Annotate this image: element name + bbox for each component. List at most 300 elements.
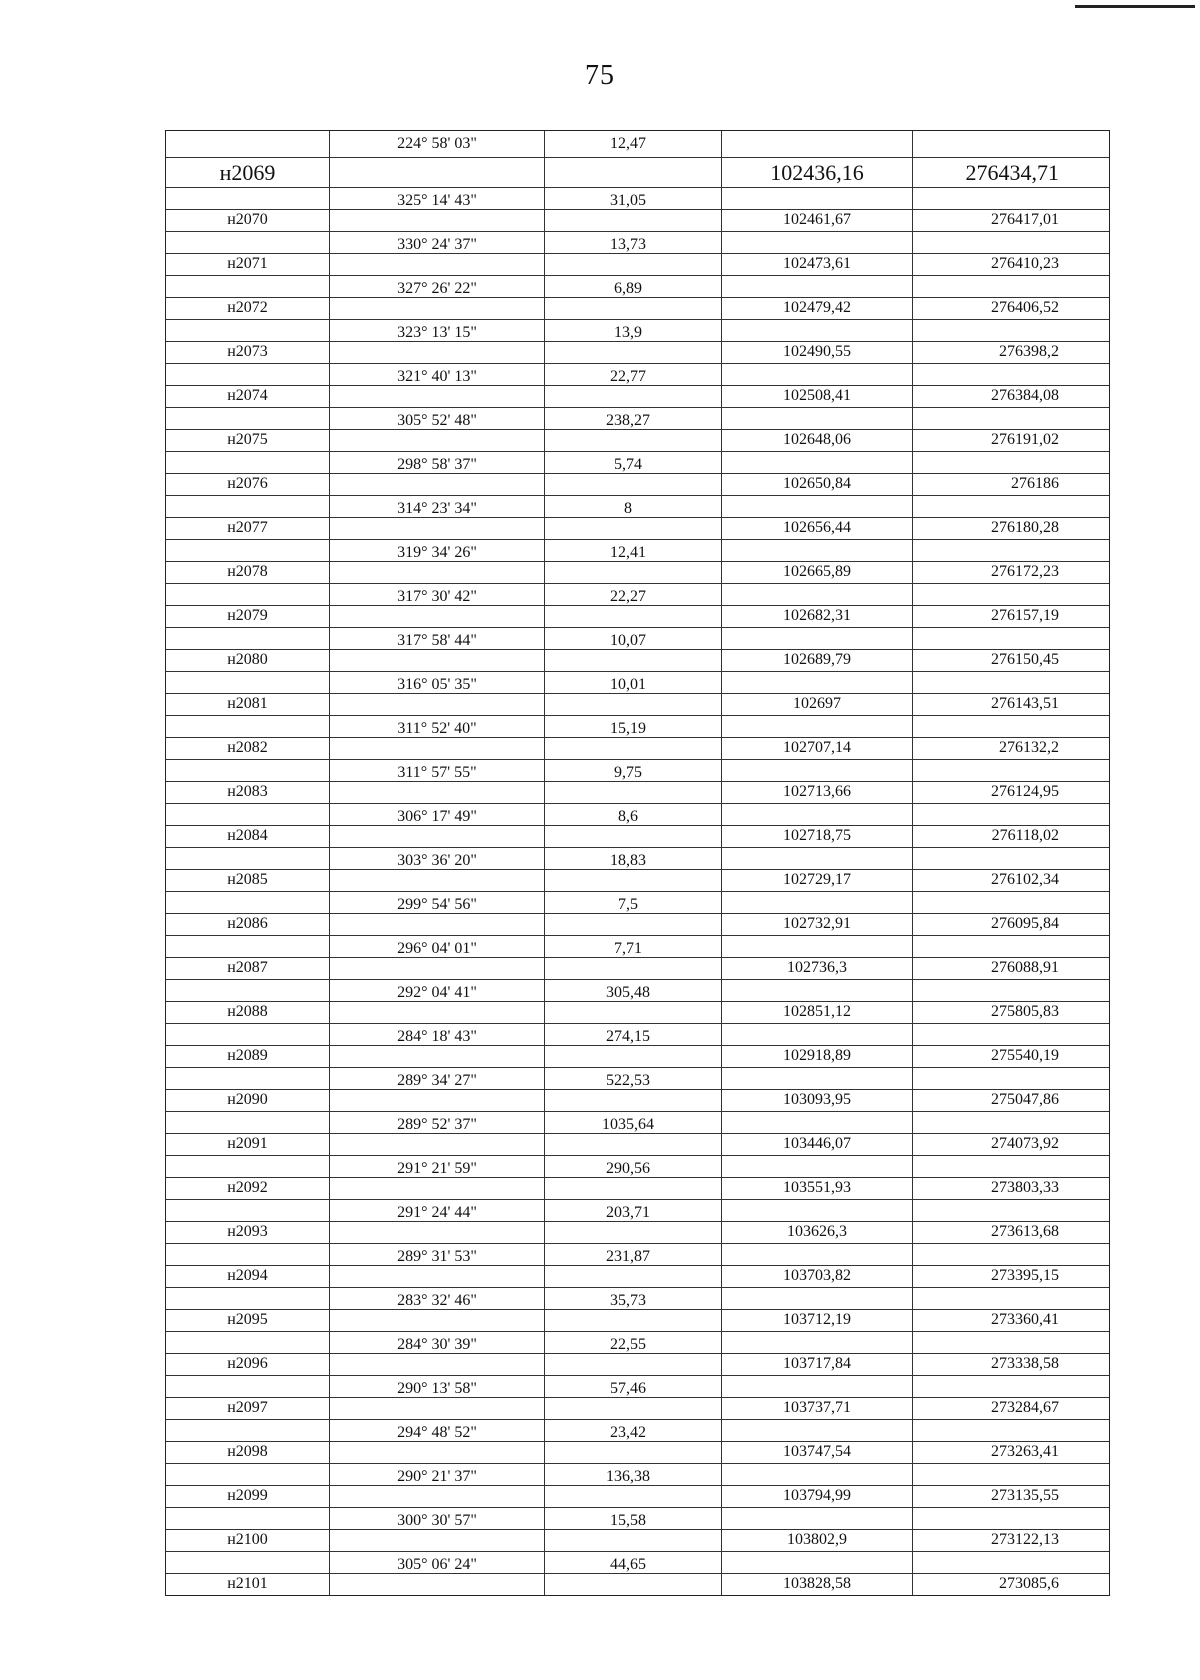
y-cell: 276398,2 bbox=[912, 342, 1109, 363]
y-cell bbox=[912, 1112, 1109, 1133]
length-cell: 44,65 bbox=[544, 1552, 721, 1573]
point-name-cell: н2080 bbox=[227, 651, 268, 668]
angle-cell: 290° 21' 37" bbox=[329, 1464, 544, 1485]
angle-cell: 330° 24' 37" bbox=[329, 232, 544, 253]
angle-cell bbox=[329, 1574, 544, 1595]
x-cell bbox=[721, 276, 912, 297]
point-row bbox=[166, 825, 1109, 847]
length-cell bbox=[544, 1574, 721, 1595]
length-cell: 203,71 bbox=[544, 1200, 721, 1221]
x-cell: 103747,54 bbox=[721, 1442, 912, 1463]
x-cell: 103446,07 bbox=[721, 1134, 912, 1155]
y-cell bbox=[912, 1332, 1109, 1353]
angle-cell bbox=[329, 562, 544, 583]
segment-row bbox=[166, 1507, 1109, 1529]
point-name-cell bbox=[166, 1200, 329, 1221]
x-cell bbox=[721, 1288, 912, 1309]
x-cell: 102729,17 bbox=[721, 870, 912, 891]
x-cell: 102648,06 bbox=[721, 430, 912, 451]
length-cell bbox=[544, 1486, 721, 1507]
point-name-cell: н2092 bbox=[227, 1179, 268, 1196]
y-cell: 273085,6 bbox=[912, 1574, 1109, 1595]
point-row bbox=[166, 1045, 1109, 1067]
length-cell: 22,27 bbox=[544, 584, 721, 605]
length-cell bbox=[544, 606, 721, 627]
segment-row bbox=[166, 1287, 1109, 1309]
x-cell: 102479,42 bbox=[721, 298, 912, 319]
point-name-cell bbox=[166, 540, 329, 561]
y-cell: 273263,41 bbox=[912, 1442, 1109, 1463]
length-cell bbox=[544, 158, 721, 187]
x-cell bbox=[721, 452, 912, 473]
length-cell: 522,53 bbox=[544, 1068, 721, 1089]
angle-cell: 289° 34' 27" bbox=[329, 1068, 544, 1089]
point-row bbox=[166, 1001, 1109, 1023]
y-cell: 275540,19 bbox=[912, 1046, 1109, 1067]
y-cell: 276150,45 bbox=[912, 650, 1109, 671]
y-cell bbox=[912, 1464, 1109, 1485]
point-name-cell: н2086 bbox=[227, 915, 268, 932]
angle-cell: 292° 04' 41" bbox=[329, 980, 544, 1001]
angle-cell: 284° 30' 39" bbox=[329, 1332, 544, 1353]
x-cell: 102682,31 bbox=[721, 606, 912, 627]
segment-row bbox=[166, 187, 1109, 209]
point-name-cell bbox=[166, 452, 329, 473]
y-cell bbox=[912, 1288, 1109, 1309]
point-name-cell: н2097 bbox=[227, 1399, 268, 1416]
x-cell: 102508,41 bbox=[721, 386, 912, 407]
point-name-cell: н2073 bbox=[227, 343, 268, 360]
point-row bbox=[166, 781, 1109, 803]
segment-row bbox=[166, 847, 1109, 869]
y-cell: 276180,28 bbox=[912, 518, 1109, 539]
segment-row bbox=[166, 1067, 1109, 1089]
point-name-cell bbox=[166, 936, 329, 957]
y-cell bbox=[912, 936, 1109, 957]
point-name-cell bbox=[166, 364, 329, 385]
y-cell: 273613,68 bbox=[912, 1222, 1109, 1243]
angle-cell: 306° 17' 49" bbox=[329, 804, 544, 825]
point-name-cell: н2084 bbox=[227, 827, 268, 844]
y-cell bbox=[912, 364, 1109, 385]
y-cell: 276191,02 bbox=[912, 430, 1109, 451]
length-cell bbox=[544, 1046, 721, 1067]
x-cell bbox=[721, 1332, 912, 1353]
segment-row bbox=[166, 451, 1109, 473]
y-cell: 275047,86 bbox=[912, 1090, 1109, 1111]
y-cell bbox=[912, 1024, 1109, 1045]
x-cell bbox=[721, 848, 912, 869]
x-cell bbox=[721, 408, 912, 429]
segment-row bbox=[166, 627, 1109, 649]
segment-row bbox=[166, 231, 1109, 253]
point-name-cell: н2081 bbox=[227, 695, 268, 712]
x-cell bbox=[721, 320, 912, 341]
point-row bbox=[166, 253, 1109, 275]
angle-cell bbox=[329, 430, 544, 451]
length-cell: 238,27 bbox=[544, 408, 721, 429]
y-cell bbox=[912, 408, 1109, 429]
point-name-cell bbox=[166, 672, 329, 693]
top-edge-line bbox=[1075, 5, 1195, 8]
point-name-cell: н2072 bbox=[227, 299, 268, 316]
y-cell: 276172,23 bbox=[912, 562, 1109, 583]
angle-cell bbox=[329, 1266, 544, 1287]
angle-cell bbox=[329, 826, 544, 847]
y-cell bbox=[912, 320, 1109, 341]
point-name-cell: н2100 bbox=[227, 1531, 268, 1548]
angle-cell bbox=[329, 298, 544, 319]
y-cell bbox=[912, 672, 1109, 693]
point-name-cell: н2078 bbox=[227, 563, 268, 580]
angle-cell bbox=[329, 254, 544, 275]
x-cell bbox=[721, 760, 912, 781]
x-cell bbox=[721, 1420, 912, 1441]
point-row bbox=[166, 1177, 1109, 1199]
angle-cell: 317° 30' 42" bbox=[329, 584, 544, 605]
point-name-cell: н2069 bbox=[219, 160, 276, 185]
point-name-cell: н2099 bbox=[227, 1487, 268, 1504]
x-cell bbox=[721, 628, 912, 649]
length-cell bbox=[544, 1354, 721, 1375]
y-cell: 273360,41 bbox=[912, 1310, 1109, 1331]
length-cell: 15,58 bbox=[544, 1508, 721, 1529]
point-name-cell bbox=[166, 188, 329, 209]
y-cell: 276102,34 bbox=[912, 870, 1109, 891]
length-cell: 8 bbox=[544, 496, 721, 517]
angle-cell: 316° 05' 35" bbox=[329, 672, 544, 693]
y-cell bbox=[912, 1068, 1109, 1089]
segment-row bbox=[166, 671, 1109, 693]
angle-cell bbox=[329, 518, 544, 539]
y-cell: 276406,52 bbox=[912, 298, 1109, 319]
length-cell: 22,55 bbox=[544, 1332, 721, 1353]
angle-cell: 224° 58' 03" bbox=[329, 131, 544, 157]
length-cell: 18,83 bbox=[544, 848, 721, 869]
x-cell: 102718,75 bbox=[721, 826, 912, 847]
x-cell: 103551,93 bbox=[721, 1178, 912, 1199]
point-row bbox=[166, 297, 1109, 319]
point-name-cell bbox=[166, 980, 329, 1001]
x-cell bbox=[721, 1024, 912, 1045]
point-name-cell bbox=[166, 584, 329, 605]
segment-row bbox=[166, 979, 1109, 1001]
point-name-cell bbox=[166, 1376, 329, 1397]
angle-cell: 327° 26' 22" bbox=[329, 276, 544, 297]
angle-cell: 323° 13' 15" bbox=[329, 320, 544, 341]
point-name-cell bbox=[166, 892, 329, 913]
length-cell: 290,56 bbox=[544, 1156, 721, 1177]
y-cell bbox=[912, 1244, 1109, 1265]
y-cell: 273338,58 bbox=[912, 1354, 1109, 1375]
y-cell bbox=[912, 540, 1109, 561]
point-row bbox=[166, 605, 1109, 627]
segment-row bbox=[166, 1023, 1109, 1045]
point-row bbox=[166, 429, 1109, 451]
point-name-cell bbox=[166, 408, 329, 429]
angle-cell bbox=[329, 210, 544, 231]
segment-row bbox=[166, 131, 1109, 157]
x-cell: 102436,16 bbox=[721, 158, 912, 187]
point-name-cell: н2088 bbox=[227, 1003, 268, 1020]
x-cell: 102851,12 bbox=[721, 1002, 912, 1023]
length-cell: 7,5 bbox=[544, 892, 721, 913]
y-cell: 275805,83 bbox=[912, 1002, 1109, 1023]
x-cell: 102918,89 bbox=[721, 1046, 912, 1067]
segment-row bbox=[166, 891, 1109, 913]
segment-row bbox=[166, 1155, 1109, 1177]
length-cell bbox=[544, 1090, 721, 1111]
angle-cell bbox=[329, 1530, 544, 1551]
x-cell bbox=[721, 1156, 912, 1177]
length-cell: 305,48 bbox=[544, 980, 721, 1001]
length-cell: 7,71 bbox=[544, 936, 721, 957]
angle-cell bbox=[329, 158, 544, 187]
length-cell bbox=[544, 1178, 721, 1199]
y-cell: 276157,19 bbox=[912, 606, 1109, 627]
y-cell bbox=[912, 1508, 1109, 1529]
point-row bbox=[166, 385, 1109, 407]
length-cell: 10,07 bbox=[544, 628, 721, 649]
point-row bbox=[166, 1221, 1109, 1243]
length-cell bbox=[544, 738, 721, 759]
x-cell bbox=[721, 980, 912, 1001]
angle-cell bbox=[329, 958, 544, 979]
x-cell: 102650,84 bbox=[721, 474, 912, 495]
point-name-cell bbox=[166, 1464, 329, 1485]
point-row bbox=[166, 737, 1109, 759]
segment-row bbox=[166, 1111, 1109, 1133]
point-row bbox=[166, 913, 1109, 935]
y-cell: 276417,01 bbox=[912, 210, 1109, 231]
y-cell bbox=[912, 188, 1109, 209]
y-cell: 276095,84 bbox=[912, 914, 1109, 935]
y-cell: 273284,67 bbox=[912, 1398, 1109, 1419]
angle-cell bbox=[329, 1442, 544, 1463]
length-cell bbox=[544, 342, 721, 363]
length-cell bbox=[544, 782, 721, 803]
y-cell: 273395,15 bbox=[912, 1266, 1109, 1287]
point-name-cell: н2071 bbox=[227, 255, 268, 272]
point-name-cell bbox=[166, 628, 329, 649]
y-cell bbox=[912, 496, 1109, 517]
y-cell bbox=[912, 131, 1109, 157]
length-cell bbox=[544, 1266, 721, 1287]
point-name-cell bbox=[166, 1332, 329, 1353]
length-cell bbox=[544, 1134, 721, 1155]
point-row bbox=[166, 1133, 1109, 1155]
length-cell bbox=[544, 914, 721, 935]
point-name-cell: н2101 bbox=[227, 1575, 268, 1592]
y-cell: 276410,23 bbox=[912, 254, 1109, 275]
angle-cell bbox=[329, 1134, 544, 1155]
y-cell: 273803,33 bbox=[912, 1178, 1109, 1199]
y-cell bbox=[912, 584, 1109, 605]
coordinates-table bbox=[165, 130, 1110, 1596]
angle-cell: 317° 58' 44" bbox=[329, 628, 544, 649]
y-cell: 274073,92 bbox=[912, 1134, 1109, 1155]
x-cell bbox=[721, 804, 912, 825]
angle-cell bbox=[329, 1354, 544, 1375]
angle-cell bbox=[329, 474, 544, 495]
point-name-cell bbox=[166, 1508, 329, 1529]
point-name-cell: н2090 bbox=[227, 1091, 268, 1108]
x-cell bbox=[721, 188, 912, 209]
angle-cell: 299° 54' 56" bbox=[329, 892, 544, 913]
length-cell bbox=[544, 386, 721, 407]
point-name-cell: н2095 bbox=[227, 1311, 268, 1328]
length-cell: 1035,64 bbox=[544, 1112, 721, 1133]
angle-cell bbox=[329, 342, 544, 363]
y-cell bbox=[912, 1552, 1109, 1573]
x-cell: 102665,89 bbox=[721, 562, 912, 583]
point-name-cell: н2075 bbox=[227, 431, 268, 448]
angle-cell bbox=[329, 738, 544, 759]
angle-cell: 325° 14' 43" bbox=[329, 188, 544, 209]
point-name-cell bbox=[166, 1156, 329, 1177]
x-cell bbox=[721, 232, 912, 253]
x-cell: 102697 bbox=[721, 694, 912, 715]
point-name-cell bbox=[166, 1552, 329, 1573]
point-row bbox=[166, 517, 1109, 539]
y-cell bbox=[912, 452, 1109, 473]
y-cell: 273122,13 bbox=[912, 1530, 1109, 1551]
y-cell: 276088,91 bbox=[912, 958, 1109, 979]
point-name-cell bbox=[166, 232, 329, 253]
length-cell: 35,73 bbox=[544, 1288, 721, 1309]
x-cell bbox=[721, 364, 912, 385]
point-name-cell bbox=[166, 1024, 329, 1045]
angle-cell bbox=[329, 650, 544, 671]
y-cell: 276143,51 bbox=[912, 694, 1109, 715]
x-cell: 102736,3 bbox=[721, 958, 912, 979]
point-name-cell bbox=[166, 131, 329, 157]
x-cell bbox=[721, 496, 912, 517]
point-row bbox=[166, 1573, 1109, 1595]
segment-row bbox=[166, 935, 1109, 957]
x-cell: 103703,82 bbox=[721, 1266, 912, 1287]
length-cell: 12,41 bbox=[544, 540, 721, 561]
point-name-cell: н2077 bbox=[227, 519, 268, 536]
angle-cell bbox=[329, 1310, 544, 1331]
x-cell bbox=[721, 1376, 912, 1397]
segment-row bbox=[166, 495, 1109, 517]
length-cell bbox=[544, 474, 721, 495]
point-name-cell: н2091 bbox=[227, 1135, 268, 1152]
x-cell bbox=[721, 1464, 912, 1485]
y-cell bbox=[912, 276, 1109, 297]
angle-cell bbox=[329, 1222, 544, 1243]
length-cell bbox=[544, 1442, 721, 1463]
y-cell: 273135,55 bbox=[912, 1486, 1109, 1507]
point-row bbox=[166, 1485, 1109, 1507]
point-name-cell: н2085 bbox=[227, 871, 268, 888]
angle-cell bbox=[329, 1178, 544, 1199]
point-row bbox=[166, 1397, 1109, 1419]
point-name-cell bbox=[166, 760, 329, 781]
length-cell: 136,38 bbox=[544, 1464, 721, 1485]
length-cell bbox=[544, 430, 721, 451]
length-cell: 31,05 bbox=[544, 188, 721, 209]
angle-cell: 294° 48' 52" bbox=[329, 1420, 544, 1441]
x-cell bbox=[721, 672, 912, 693]
y-cell: 276132,2 bbox=[912, 738, 1109, 759]
x-cell bbox=[721, 1552, 912, 1573]
length-cell bbox=[544, 1002, 721, 1023]
segment-row bbox=[166, 1375, 1109, 1397]
x-cell bbox=[721, 936, 912, 957]
point-name-cell bbox=[166, 1112, 329, 1133]
angle-cell: 298° 58' 37" bbox=[329, 452, 544, 473]
segment-row bbox=[166, 759, 1109, 781]
point-name-cell: н2094 bbox=[227, 1267, 268, 1284]
y-cell bbox=[912, 1200, 1109, 1221]
angle-cell bbox=[329, 694, 544, 715]
point-row bbox=[166, 1089, 1109, 1111]
point-name-cell bbox=[166, 496, 329, 517]
y-cell: 276434,71 bbox=[912, 158, 1109, 187]
x-cell: 103717,84 bbox=[721, 1354, 912, 1375]
x-cell: 103712,19 bbox=[721, 1310, 912, 1331]
segment-row bbox=[166, 363, 1109, 385]
length-cell: 8,6 bbox=[544, 804, 721, 825]
point-name-cell: н2082 bbox=[227, 739, 268, 756]
angle-cell: 314° 23' 34" bbox=[329, 496, 544, 517]
point-name-cell: н2076 bbox=[227, 475, 268, 492]
angle-cell: 291° 24' 44" bbox=[329, 1200, 544, 1221]
segment-row bbox=[166, 407, 1109, 429]
point-name-cell bbox=[166, 320, 329, 341]
angle-cell bbox=[329, 914, 544, 935]
y-cell bbox=[912, 232, 1109, 253]
point-name-cell: н2070 bbox=[227, 211, 268, 228]
point-name-cell bbox=[166, 1244, 329, 1265]
angle-cell bbox=[329, 386, 544, 407]
y-cell bbox=[912, 628, 1109, 649]
angle-cell: 305° 06' 24" bbox=[329, 1552, 544, 1573]
length-cell bbox=[544, 650, 721, 671]
x-cell: 102713,66 bbox=[721, 782, 912, 803]
segment-row bbox=[166, 275, 1109, 297]
segment-row bbox=[166, 715, 1109, 737]
length-cell bbox=[544, 826, 721, 847]
angle-cell: 283° 32' 46" bbox=[329, 1288, 544, 1309]
length-cell: 13,9 bbox=[544, 320, 721, 341]
point-name-cell: н2089 bbox=[227, 1047, 268, 1064]
page-number: 75 bbox=[585, 60, 615, 91]
length-cell: 9,75 bbox=[544, 760, 721, 781]
point-name-cell: н2074 bbox=[227, 387, 268, 404]
segment-row bbox=[166, 1199, 1109, 1221]
length-cell bbox=[544, 562, 721, 583]
angle-cell: 305° 52' 48" bbox=[329, 408, 544, 429]
length-cell bbox=[544, 870, 721, 891]
point-name-cell bbox=[166, 276, 329, 297]
y-cell: 276186 bbox=[912, 474, 1109, 495]
x-cell: 103626,3 bbox=[721, 1222, 912, 1243]
x-cell: 103093,95 bbox=[721, 1090, 912, 1111]
x-cell: 102732,91 bbox=[721, 914, 912, 935]
point-name-cell bbox=[166, 716, 329, 737]
x-cell: 102689,79 bbox=[721, 650, 912, 671]
point-name-cell: н2093 bbox=[227, 1223, 268, 1240]
segment-row bbox=[166, 319, 1109, 341]
angle-cell: 311° 52' 40" bbox=[329, 716, 544, 737]
angle-cell: 319° 34' 26" bbox=[329, 540, 544, 561]
x-cell bbox=[721, 1068, 912, 1089]
x-cell: 103802,9 bbox=[721, 1530, 912, 1551]
length-cell bbox=[544, 518, 721, 539]
